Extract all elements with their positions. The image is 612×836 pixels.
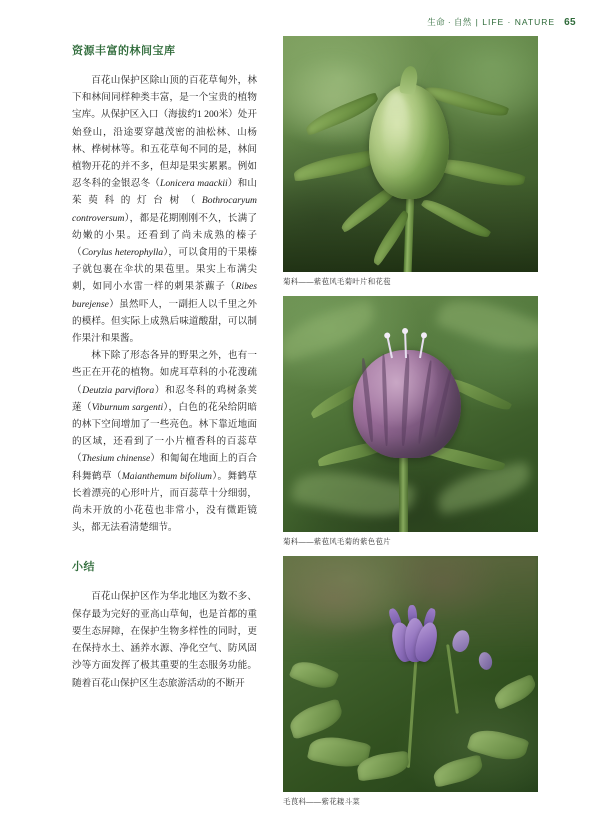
page-title: 资源丰富的林间宝库	[72, 45, 176, 57]
photo3-columbine-flower	[387, 608, 439, 670]
header-separator: |	[475, 17, 479, 27]
subsection-paragraph-1: 百花山保护区作为华北地区为数不多、保存最为完好的亚高山草甸，也是首都的重要生态屏障，在保护生物多样性的同时，更在保持水土、涵养水源、净化空气、防风固沙等方面发挥了极其重要的生态服务功能。随着百花山保护区生态旅游活动的不断开	[72, 591, 257, 689]
article-paragraph-2: 林下除了形态各异的野果之外，也有一些正在开花的植物。如虎耳草科的小花溲疏（Deutzia parviflora）和忍冬科的鸡树条荚蒾（Viburnum sargenti），白色的花朵给阴暗的林下空间增加了一些亮色。林下靠近地面的区域，还看到了一小片檀香科的百蕊草（Thesium chinense）和匍匐在地面上的百合科舞鹤草（Maianthemum bifolium）。舞鹤草长着漂亮的心形叶片，而百蕊草十分细弱，尚未开放的小花苞也非常小，没有微距镜头，都无法看清楚细节。	[72, 350, 258, 534]
photo-caption-2: 菊科——紫苞风毛菊的紫色苞片	[283, 537, 391, 546]
photo-item-1	[283, 36, 538, 287]
photo-caption-3: 毛茛科——紫花耧斗菜	[283, 797, 360, 806]
page-number: 65	[564, 16, 576, 28]
photo-caption-1: 菊科——紫苞风毛菊叶片和花苞	[283, 277, 391, 286]
photo-item-3	[283, 556, 538, 807]
photo-column	[283, 36, 538, 807]
article-text-column	[72, 42, 257, 692]
photo-columbine	[283, 556, 538, 792]
article-paragraph-1: 百花山保护区除山顶的百花草甸外，林下和林间同样种类丰富，是一个宝贵的植物宝库。从保护区入口（海拔约1 200米）处开始登山，沿途要穿越茂密的油松林、山杨林、桦树林等。和五花草甸不同的是，林间植物开花的并不多，但却是果实累累。例如忍冬科的金银忍冬（Lonicera maackii）和山茱萸科的灯台树（Bothrocaryum controversum），都是花期刚刚不久，长满了幼嫩的小果。还看到了尚未成熟的榛子（Corylus heterophylla），可以食用的干果榛子就包裹在伞状的果苞里。果实上布满尖刺，如同小水雷一样的刺果茶藨子（Ribes burejense）虽然吓人，一副拒人以千里之外的模样。但实际上成熟后味道酸甜，可以制作果汁和果酱。	[72, 75, 258, 345]
header-section-cn: 生命 · 自然	[427, 17, 472, 27]
page-header	[427, 16, 576, 28]
subsection-title: 小结	[72, 561, 95, 574]
header-section-en: LIFE · NATURE	[482, 17, 556, 27]
photo-aster-purple-bract	[283, 296, 538, 532]
photo1-flower-bud	[369, 84, 449, 199]
photo2-stem	[399, 446, 408, 532]
photo-aster-bud	[283, 36, 538, 272]
photo-item-2	[283, 296, 538, 547]
